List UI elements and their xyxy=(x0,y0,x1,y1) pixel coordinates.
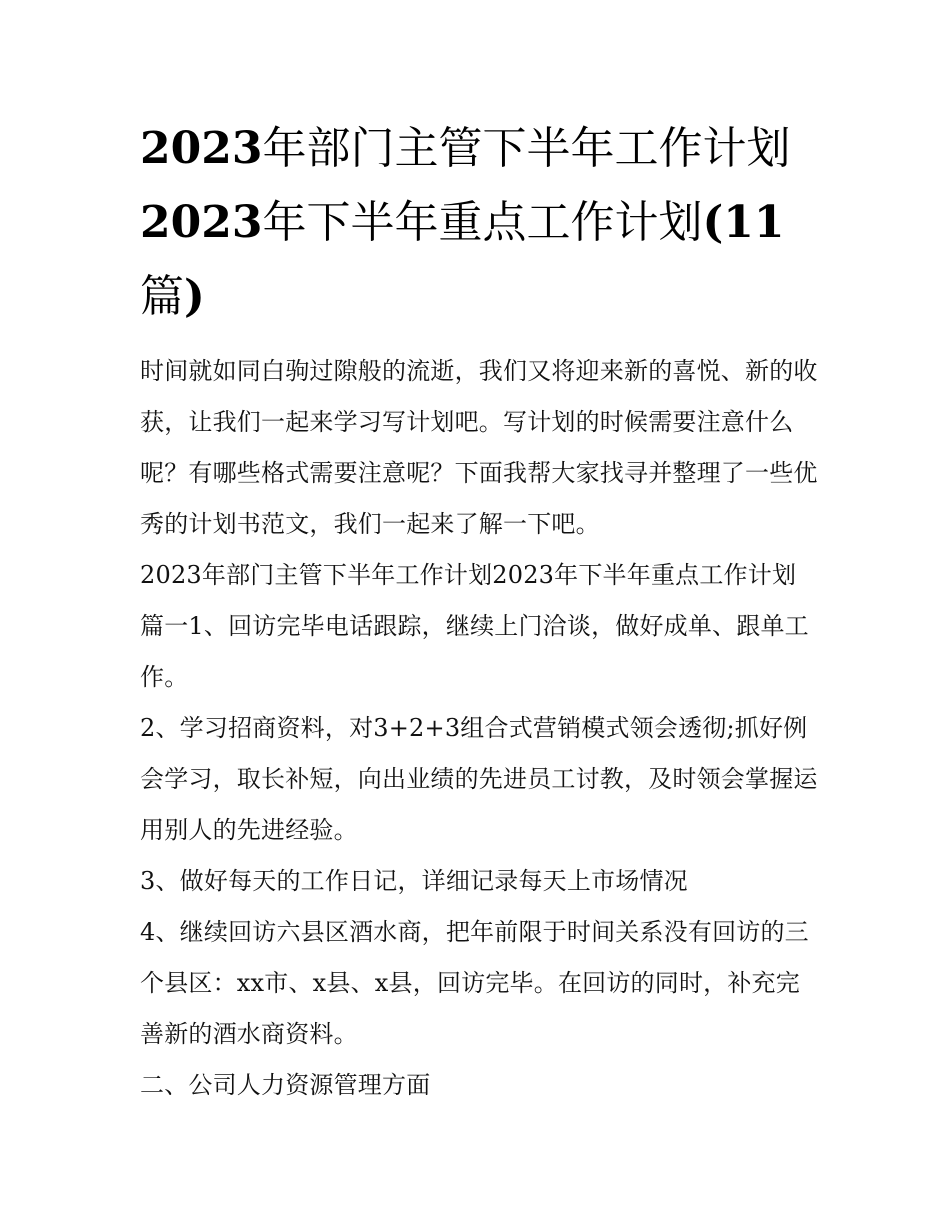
section-two-heading: 二、公司人力资源管理方面 xyxy=(140,1071,431,1099)
section-one-item-4: 4、继续回访六县区酒水商，把年前限于时间关系没有回访的三个县区：xx市、x县、x县，回访完毕。在回访的同时，补充完善新的酒水商资料。 xyxy=(140,918,809,1048)
title-part-text-1: 年部门主管下半年工作计划 xyxy=(262,123,791,174)
title-part-year-2: 2023 xyxy=(140,197,263,248)
section-one-item-1: 2023年部门主管下半年工作计划2023年下半年重点工作计划篇一1、回访完毕电话跟踪，继续上门洽谈，做好成单、跟单工作。 xyxy=(140,561,809,691)
document-title xyxy=(140,112,820,334)
title-part-year-1: 2023 xyxy=(140,123,263,174)
title-part-unit: 篇 xyxy=(140,271,184,322)
title-part-text-2: 年下半年重点工作计划 xyxy=(262,197,703,248)
section-one-item-3: 3、做好每天的工作日记，详细记录每天上市场情况 xyxy=(140,867,688,895)
section-one-item-2: 2、学习招商资料，对3+2+3组合式营销模式领会透彻;抓好例会学习，取长补短，向出业绩的先进员工讨教，及时领会掌握运用别人的先进经验。 xyxy=(140,714,818,844)
title-part-count-open: (11 xyxy=(702,197,785,248)
intro-paragraph: 时间就如同白驹过隙般的流逝，我们又将迎来新的喜悦、新的收获，让我们一起来学习写计划吧。写计划的时候需要注意什么呢？有哪些格式需要注意呢？下面我帮大家找寻并整理了一些优秀的计划书范文，我们一起来了解一下吧。 xyxy=(140,357,818,538)
title-part-count-close: ) xyxy=(184,271,205,322)
document-page xyxy=(140,112,820,1111)
